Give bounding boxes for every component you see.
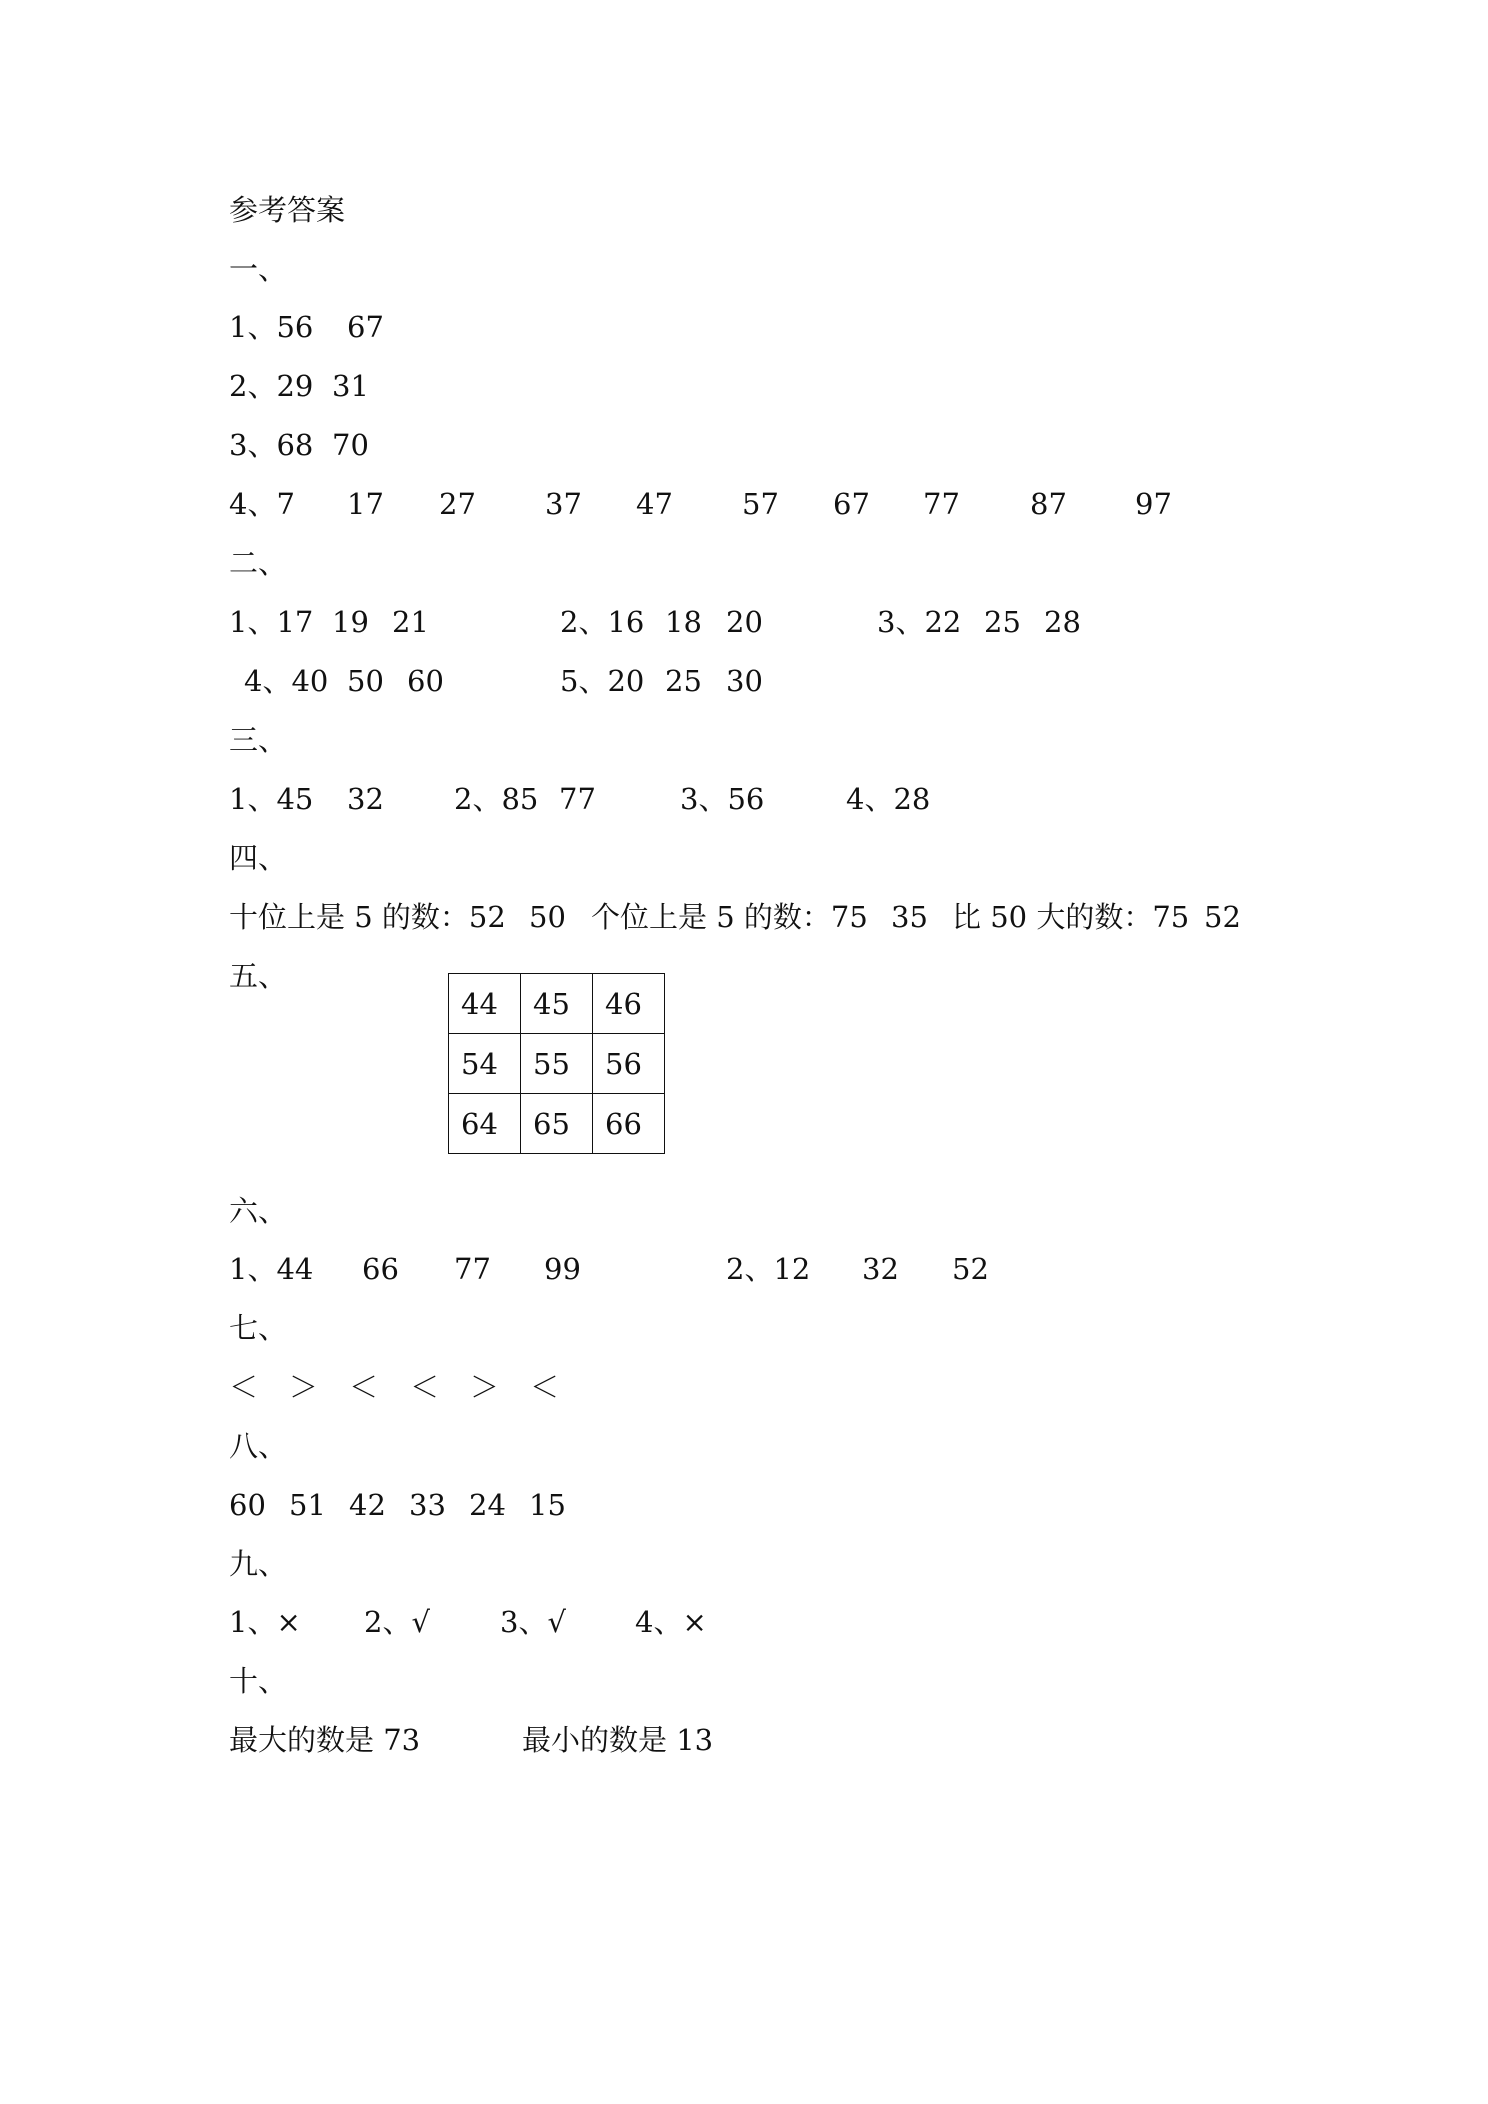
s9-answer: 3、√ bbox=[500, 1605, 566, 1639]
s6-value: 52 bbox=[952, 1252, 989, 1286]
s1-q4-value: 37 bbox=[545, 487, 582, 521]
s2-q4-label: 4、40 bbox=[244, 664, 329, 698]
s2-value: 19 bbox=[332, 605, 369, 639]
s4-ones-five: 个位上是 5 的数：75 bbox=[591, 900, 868, 934]
s2-q1-label: 1、17 bbox=[229, 605, 314, 639]
s6-value: 99 bbox=[544, 1252, 581, 1286]
s2-value: 20 bbox=[726, 605, 763, 639]
s1-q4-value: 47 bbox=[636, 487, 673, 521]
section-3-heading: 三、 bbox=[229, 723, 288, 757]
grid-cell: 65 bbox=[521, 1094, 593, 1154]
s2-value: 30 bbox=[726, 664, 763, 698]
grid-cell: 46 bbox=[593, 974, 665, 1034]
s4-value: 35 bbox=[891, 900, 928, 934]
page-title: 参考答案 bbox=[229, 193, 346, 227]
s8-value: 33 bbox=[409, 1488, 446, 1522]
s2-value: 21 bbox=[392, 605, 429, 639]
grid-row bbox=[449, 1094, 665, 1154]
s2-value: 28 bbox=[1044, 605, 1081, 639]
grid-cell: 55 bbox=[521, 1034, 593, 1094]
s2-value: 50 bbox=[347, 664, 384, 698]
s2-q2-label: 2、16 bbox=[560, 605, 645, 639]
grid-cell: 45 bbox=[521, 974, 593, 1034]
s3-value: 77 bbox=[559, 782, 596, 816]
comparison-sign: ＜ bbox=[229, 1370, 259, 1404]
s3-q2-label: 2、85 bbox=[454, 782, 539, 816]
s1-q2-value: 31 bbox=[332, 369, 369, 403]
s2-q3-label: 3、22 bbox=[877, 605, 962, 639]
s3-q3-label: 3、56 bbox=[680, 782, 765, 816]
s6-value: 77 bbox=[454, 1252, 491, 1286]
s1-q4-value: 57 bbox=[742, 487, 779, 521]
s9-answer: 1、× bbox=[229, 1605, 301, 1639]
s8-value: 60 bbox=[229, 1488, 266, 1522]
section-6-heading: 六、 bbox=[229, 1194, 288, 1228]
number-grid bbox=[448, 973, 665, 1154]
grid-cell: 56 bbox=[593, 1034, 665, 1094]
s2-value: 25 bbox=[665, 664, 702, 698]
s1-q2-label: 2、29 bbox=[229, 369, 314, 403]
s1-q4-value: 27 bbox=[439, 487, 476, 521]
s9-answer: 2、√ bbox=[364, 1605, 430, 1639]
grid-row bbox=[449, 1034, 665, 1094]
s3-value: 32 bbox=[347, 782, 384, 816]
comparison-sign: ＜ bbox=[410, 1370, 440, 1404]
s1-q4-label: 4、7 bbox=[229, 487, 295, 521]
s1-q1-value: 67 bbox=[347, 310, 384, 344]
grid-row bbox=[449, 974, 665, 1034]
smallest-number: 最小的数是 13 bbox=[522, 1723, 714, 1757]
s1-q4-value: 97 bbox=[1135, 487, 1172, 521]
section-1-heading: 一、 bbox=[229, 252, 288, 286]
s1-q4-value: 77 bbox=[923, 487, 960, 521]
section-4-heading: 四、 bbox=[229, 841, 288, 875]
largest-number: 最大的数是 73 bbox=[229, 1723, 421, 1757]
s6-value: 32 bbox=[862, 1252, 899, 1286]
s1-q4-value: 17 bbox=[347, 487, 384, 521]
section-8-heading: 八、 bbox=[229, 1429, 288, 1463]
s8-value: 42 bbox=[349, 1488, 386, 1522]
s3-q4-label: 4、28 bbox=[846, 782, 931, 816]
grid-cell: 64 bbox=[449, 1094, 521, 1154]
s6-q2-label: 2、12 bbox=[726, 1252, 811, 1286]
s8-value: 51 bbox=[289, 1488, 326, 1522]
s9-answer: 4、× bbox=[635, 1605, 707, 1639]
s8-value: 24 bbox=[469, 1488, 506, 1522]
s6-value: 66 bbox=[362, 1252, 399, 1286]
s2-value: 25 bbox=[984, 605, 1021, 639]
comparison-sign: ＞ bbox=[289, 1370, 319, 1404]
comparison-sign: ＜ bbox=[349, 1370, 379, 1404]
section-2-heading: 二、 bbox=[229, 546, 288, 580]
s4-tens-five: 十位上是 5 的数：52 bbox=[229, 900, 506, 934]
comparison-sign: ＞ bbox=[470, 1370, 500, 1404]
s4-value: 50 bbox=[529, 900, 566, 934]
s1-q4-value: 87 bbox=[1030, 487, 1067, 521]
grid-cell: 44 bbox=[449, 974, 521, 1034]
s8-value: 15 bbox=[529, 1488, 566, 1522]
s2-q5-label: 5、20 bbox=[560, 664, 645, 698]
s1-q3-label: 3、68 bbox=[229, 428, 314, 462]
s1-q3-value: 70 bbox=[332, 428, 369, 462]
section-9-heading: 九、 bbox=[229, 1547, 288, 1581]
section-5-heading: 五、 bbox=[229, 959, 288, 993]
s3-q1-label: 1、45 bbox=[229, 782, 314, 816]
s1-q4-value: 67 bbox=[833, 487, 870, 521]
section-7-heading: 七、 bbox=[229, 1311, 288, 1345]
s1-q1-label: 1、56 bbox=[229, 310, 314, 344]
s4-value: 52 bbox=[1204, 900, 1241, 934]
s2-value: 18 bbox=[665, 605, 702, 639]
section-10-heading: 十、 bbox=[229, 1664, 288, 1698]
comparison-sign: ＜ bbox=[530, 1370, 560, 1404]
s4-greater-than-fifty: 比 50 大的数：75 bbox=[952, 900, 1190, 934]
s6-q1-label: 1、44 bbox=[229, 1252, 314, 1286]
grid-cell: 54 bbox=[449, 1034, 521, 1094]
grid-cell: 66 bbox=[593, 1094, 665, 1154]
s2-value: 60 bbox=[407, 664, 444, 698]
